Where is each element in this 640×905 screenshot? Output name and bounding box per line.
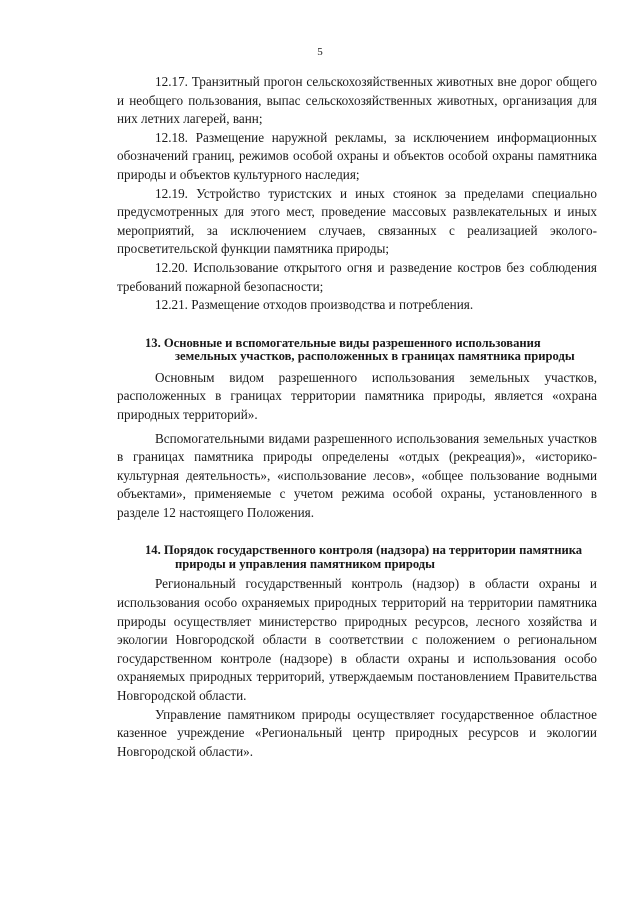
paragraph-12-20: 12.20. Использование открытого огня и разведение костров без соблюдения требований пожарной безопасности;: [117, 259, 597, 294]
paragraph-12-17: 12.17. Транзитный прогон сельскохозяйственных животных вне дорог общего и необщего пользования, выпас сельскохозяйственных животных, организация для них летних лагерей, ванн;: [117, 74, 597, 127]
section-13-heading: 13. Основные и вспомогательные виды разрешенного использования земельных участков, расположенных в границах памятника природы: [145, 335, 575, 364]
section-13-paragraph-1: Основным видом разрешенного использования земельных участков, расположенных в границах территории памятника природы, является «охрана природных территорий».: [117, 369, 597, 422]
section-14-paragraph-2: Управление памятником природы осуществляет государственное областное казенное учреждение «Региональный центр природных ресурсов и экологии Новгородской области».: [117, 706, 597, 759]
section-13-paragraph-2: Вспомогательными видами разрешенного использования земельных участков в границах памятника природы определены «отдых (рекреация)», «историко-культурная деятельность», «использование лесов», «общее пользование водными объектами», применяемые с учетом режима особой охраны, установленного в разделе 12 настоящего Положения.: [117, 430, 597, 520]
section-14-paragraph-1: Региональный государственный контроль (надзор) в области охраны и использования особо охраняемых природных территорий на территории памятника природы осуществляет министерство природных ресурсов, лесного хозяйства и экологии Новгородской области в соответствии с положением о региональном государственном контроле (надзоре) в области охраны и использования особо охраняемых природных территорий, утверждаемым постановлением Правительства Новгородской области.: [117, 576, 597, 704]
paragraph-12-21: 12.21. Размещение отходов производства и потребления.: [155, 297, 474, 313]
section-14-heading: 14. Порядок государственного контроля (надзора) на территории памятника природы и управления памятником природы: [145, 543, 583, 571]
page-number: 5: [317, 46, 323, 58]
paragraph-12-19: 12.19. Устройство туристских и иных стоянок за пределами специально предусмотренных для этого мест, проведение массовых развлекательных и иных мероприятий, за исключением случаев, связанных с реализацией эколого-просветительской функции памятника природы;: [117, 185, 597, 257]
document-body: [117, 73, 597, 761]
paragraph-12-18: 12.18. Размещение наружной рекламы, за исключением информационных обозначений границ, режимов особой охраны и объектов особой охраны памятника природы и объектов культурного наследия;: [117, 129, 597, 182]
